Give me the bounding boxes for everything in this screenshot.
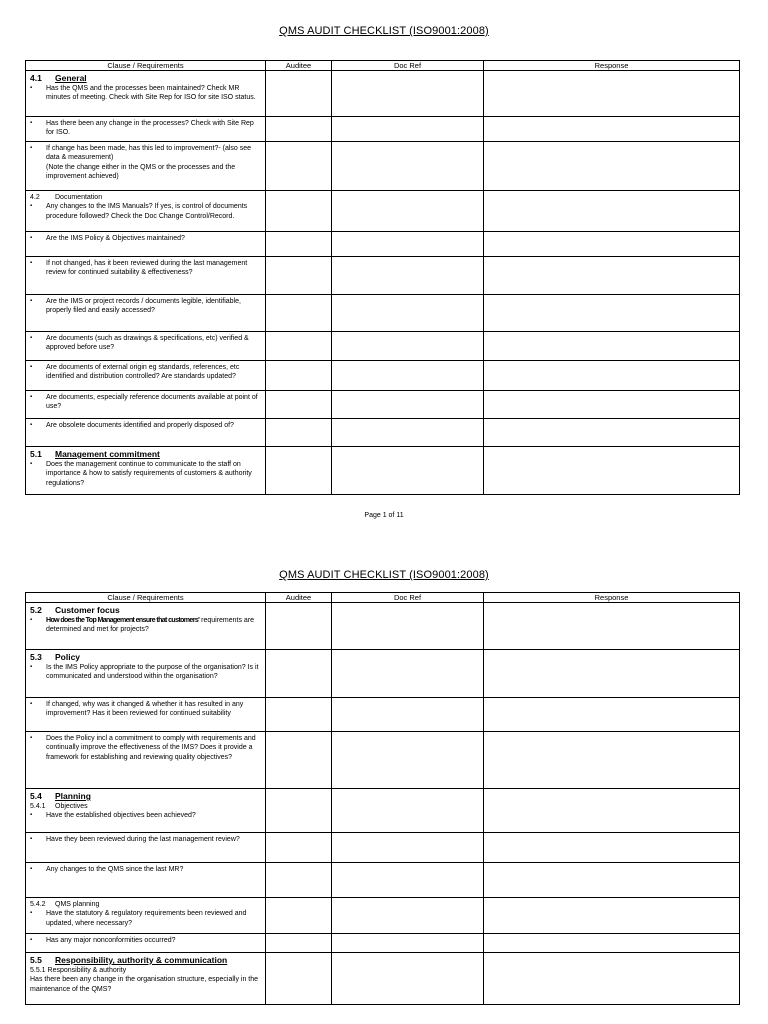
requirement-text: Any changes to the IMS Manuals? If yes, is control of documents procedure followed? Check the Doc Change Control/Record. (46, 203, 248, 220)
clause-cell (26, 732, 266, 789)
bullet-icon: ▪ (30, 866, 33, 872)
bullet-item (30, 259, 262, 278)
checklist-row (26, 833, 740, 863)
clause-content (26, 447, 265, 490)
clause-cell (26, 898, 266, 934)
page-title: QMS AUDIT CHECKLIST (ISO9001:2008) (279, 25, 489, 37)
bullet-icon: ▪ (30, 394, 33, 400)
response-cell[interactable] (484, 934, 740, 953)
bullet-icon: ▪ (30, 203, 33, 210)
bullet-item (30, 334, 262, 353)
checklist-row (26, 863, 740, 898)
checklist-row (26, 232, 740, 257)
docref-cell[interactable] (332, 361, 484, 391)
bullet-item (30, 700, 262, 719)
section-title: QMS planning (55, 901, 100, 908)
auditee-cell[interactable] (266, 232, 332, 257)
bullet-icon: ▪ (30, 617, 33, 623)
clause-content (26, 898, 265, 930)
checklist-row (26, 71, 740, 117)
checklist-row (26, 732, 740, 789)
clause-cell (26, 191, 266, 232)
audit-checklist-table (25, 60, 740, 495)
response-cell[interactable] (484, 789, 740, 833)
docref-cell[interactable] (332, 863, 484, 898)
section-title: Management commitment (55, 449, 160, 459)
clause-content (26, 191, 265, 223)
checklist-row (26, 419, 740, 447)
response-cell[interactable] (484, 833, 740, 863)
clause-content (26, 650, 265, 684)
header-row (26, 593, 740, 603)
requirement-text: Has any major nonconformities occurred? (46, 937, 176, 944)
auditee-cell[interactable] (266, 789, 332, 833)
section-number: 5.3 (30, 652, 42, 662)
section-number: 5.1 (30, 449, 42, 459)
auditee-cell[interactable] (266, 71, 332, 117)
clause-cell (26, 332, 266, 361)
table-body (26, 603, 740, 1005)
bullet-icon: ▪ (30, 235, 33, 241)
clause-content (26, 257, 265, 280)
clause-content (26, 117, 265, 140)
clause-cell (26, 361, 266, 391)
docref-cell[interactable] (332, 71, 484, 117)
response-cell[interactable] (484, 698, 740, 732)
clause-cell (26, 391, 266, 419)
bullet-item (30, 616, 262, 635)
section-heading (30, 449, 262, 460)
docref-cell[interactable] (332, 117, 484, 142)
bullet-item (30, 909, 262, 928)
bullet-icon: ▪ (30, 664, 33, 670)
checklist-row (26, 934, 740, 953)
bullet-icon: ▪ (30, 422, 33, 428)
docref-cell[interactable] (332, 232, 484, 257)
clause-content (26, 332, 265, 355)
bullet-item (30, 421, 262, 430)
checklist-row (26, 650, 740, 698)
requirement-line: Has there been any change in the organisation structure, especially in the maintenance of the QMS? (30, 976, 259, 993)
clause-content (26, 698, 265, 721)
response-cell[interactable] (484, 257, 740, 295)
clause-cell (26, 419, 266, 447)
docref-cell[interactable] (332, 257, 484, 295)
subsection-number: 5.4.1 (30, 803, 46, 810)
auditee-cell[interactable] (266, 142, 332, 191)
docref-cell[interactable] (332, 934, 484, 953)
bullet-item (30, 84, 262, 103)
bullet-icon: ▪ (30, 85, 33, 91)
section-title: General (55, 73, 87, 83)
checklist-row (26, 117, 740, 142)
clause-content (26, 232, 265, 245)
requirement-text: Any changes to the QMS since the last MR? (46, 866, 184, 873)
docref-cell[interactable] (332, 953, 484, 1005)
auditee-cell[interactable] (266, 833, 332, 863)
response-cell[interactable] (484, 117, 740, 142)
checklist-row (26, 603, 740, 650)
bullet-icon: ▪ (30, 701, 33, 707)
auditee-cell[interactable] (266, 447, 332, 495)
auditee-cell[interactable] (266, 191, 332, 232)
section-heading (30, 791, 262, 802)
response-cell[interactable] (484, 71, 740, 117)
auditee-cell[interactable] (266, 361, 332, 391)
bullet-item (30, 734, 262, 762)
docref-cell[interactable] (332, 732, 484, 789)
section-number: 5.5 (30, 955, 42, 965)
bullet-item (30, 936, 262, 945)
clause-content (26, 789, 265, 823)
auditee-cell[interactable] (266, 419, 332, 447)
column-header-auditee: Auditee (266, 593, 332, 603)
bullet-item (30, 393, 262, 412)
section-heading (30, 73, 262, 84)
checklist-row (26, 142, 740, 191)
clause-content (26, 361, 265, 384)
clause-content (26, 295, 265, 318)
requirement-text: Have the statutory & regulatory requirements been reviewed and updated, where necessary? (46, 910, 247, 927)
bullet-icon: ▪ (30, 145, 33, 151)
page-number: Page 1 of 11 (364, 512, 404, 519)
auditee-cell[interactable] (266, 732, 332, 789)
response-cell[interactable] (484, 142, 740, 191)
bullet-item (30, 363, 262, 382)
bullet-icon: ▪ (30, 910, 33, 917)
response-cell[interactable] (484, 863, 740, 898)
bullet-item (30, 297, 262, 316)
docref-cell[interactable] (332, 789, 484, 833)
bullet-item (30, 835, 262, 844)
section-heading (30, 193, 262, 202)
response-cell[interactable] (484, 332, 740, 361)
bullet-icon: ▪ (30, 461, 33, 467)
column-header-clause: Clause / Requirements (26, 61, 266, 71)
clause-cell (26, 142, 266, 191)
checklist-row (26, 191, 740, 232)
clause-content (26, 953, 265, 996)
bullet-item (30, 119, 262, 138)
requirement-text: Has the QMS and the processes been maintained? Check MR minutes of meeting. Check with Site Rep for ISO for site ISO status. (46, 85, 256, 102)
auditee-cell[interactable] (266, 863, 332, 898)
checklist-row (26, 257, 740, 295)
column-header-response: Response (484, 61, 740, 71)
response-cell[interactable] (484, 419, 740, 447)
auditee-cell[interactable] (266, 934, 332, 953)
docref-cell[interactable] (332, 833, 484, 863)
section-title: Planning (55, 791, 91, 801)
section-number: 4.2 (30, 194, 40, 201)
subsection-heading (30, 802, 262, 811)
checklist-row (26, 898, 740, 934)
section-title: Customer focus (55, 605, 120, 615)
requirement-text-rest: requirements are determined and met for projects? (46, 617, 255, 634)
docref-cell[interactable] (332, 603, 484, 650)
section-number: 4.1 (30, 73, 42, 83)
clause-content (26, 863, 265, 876)
response-cell[interactable] (484, 603, 740, 650)
checklist-row (26, 295, 740, 332)
auditee-cell[interactable] (266, 603, 332, 650)
requirement-text: Are obsolete documents identified and properly disposed of? (46, 422, 234, 429)
clause-cell (26, 833, 266, 863)
docref-cell[interactable] (332, 142, 484, 191)
bullet-item (30, 460, 262, 488)
checklist-row (26, 447, 740, 495)
bullet-icon: ▪ (30, 812, 33, 819)
clause-cell (26, 650, 266, 698)
bullet-icon: ▪ (30, 298, 33, 304)
response-cell[interactable] (484, 650, 740, 698)
bullet-item (30, 865, 262, 874)
checklist-row (26, 391, 740, 419)
requirement-text: If change has been made, has this led to improvement?- (also see data & measurement) (46, 145, 252, 162)
table-body (26, 71, 740, 495)
clause-content (26, 732, 265, 764)
page-title: QMS AUDIT CHECKLIST (ISO9001:2008) (279, 569, 489, 581)
clause-cell (26, 232, 266, 257)
table-header (26, 61, 740, 71)
audit-checklist-table (25, 592, 740, 1005)
requirement-text: Does the management continue to communicate to the staff on importance & how to satisfy requirements of customers & authority regulations? (46, 461, 252, 487)
section-number: 5.4.2 (30, 901, 46, 908)
docref-cell[interactable] (332, 650, 484, 698)
docref-cell[interactable] (332, 447, 484, 495)
requirement-text: Are the IMS Policy & Objectives maintained? (46, 235, 185, 242)
clause-cell (26, 71, 266, 117)
clause-cell (26, 603, 266, 650)
table-header (26, 593, 740, 603)
requirement-text: Does the Policy incl a commitment to comply with requirements and continually improve the effectiveness of the IMS? Does it provide a framework for establishing and reviewing quality objectives? (46, 735, 256, 761)
column-header-response: Response (484, 593, 740, 603)
clause-cell (26, 934, 266, 953)
requirement-text: If not changed, has it been reviewed during the last management review for continued suitability & effectiveness? (46, 260, 248, 277)
docref-cell[interactable] (332, 191, 484, 232)
section-title: Responsibility, authority & communication (55, 955, 228, 965)
clause-content (26, 833, 265, 846)
bullet-item (30, 234, 262, 243)
docref-cell[interactable] (332, 698, 484, 732)
bullet-icon: ▪ (30, 120, 33, 126)
section-heading (30, 955, 262, 966)
bullet-item (30, 202, 262, 221)
docref-cell[interactable] (332, 391, 484, 419)
requirement-text: Are documents of external origin eg standards, references, etc identified and distribution controlled? Are standards updated? (46, 364, 240, 381)
checklist-row (26, 789, 740, 833)
response-cell[interactable] (484, 295, 740, 332)
section-heading (30, 652, 262, 663)
auditee-cell[interactable] (266, 117, 332, 142)
auditee-cell[interactable] (266, 698, 332, 732)
requirement-text: Is the IMS Policy appropriate to the purpose of the organisation? Is it communicated and understood within the organisation? (46, 664, 259, 681)
auditee-cell[interactable] (266, 650, 332, 698)
requirement-text-condensed: How does the Top Management ensure that customers' (46, 617, 200, 624)
bullet-item (30, 144, 262, 163)
requirement-text: Have they been reviewed during the last management review? (46, 836, 240, 843)
section-number: 5.2 (30, 605, 42, 615)
requirement-text: Are documents (such as drawings & specifications, etc) verified & approved before use? (46, 335, 249, 352)
docref-cell[interactable] (332, 898, 484, 934)
clause-cell (26, 257, 266, 295)
bullet-icon: ▪ (30, 335, 33, 341)
auditee-cell[interactable] (266, 332, 332, 361)
checklist-row (26, 698, 740, 732)
response-cell[interactable] (484, 361, 740, 391)
requirement-text: Are the IMS or project records / documents legible, identifiable, properly filed and easily accessed? (46, 298, 241, 315)
clause-content (26, 142, 265, 184)
requirement-text: If changed, why was it changed & whether it has resulted in any improvement? Has it been reviewed for continued suitability (46, 701, 244, 718)
clause-cell (26, 295, 266, 332)
clause-cell (26, 863, 266, 898)
column-header-docref: Doc Ref (332, 593, 484, 603)
auditee-cell[interactable] (266, 391, 332, 419)
clause-content (26, 419, 265, 432)
docref-cell[interactable] (332, 419, 484, 447)
checklist-row (26, 361, 740, 391)
response-cell[interactable] (484, 898, 740, 934)
header-row (26, 61, 740, 71)
docref-cell[interactable] (332, 332, 484, 361)
clause-cell (26, 789, 266, 833)
clause-content (26, 934, 265, 947)
bullet-item (30, 811, 262, 820)
bullet-item (30, 663, 262, 682)
response-cell[interactable] (484, 191, 740, 232)
bullet-icon: ▪ (30, 735, 33, 741)
requirement-text: Are documents, especially reference documents available at point of use? (46, 394, 258, 411)
auditee-cell[interactable] (266, 898, 332, 934)
clause-content (26, 603, 265, 637)
requirement-note: (Note the change either in the QMS or the processes and the improvement achieved) (46, 163, 236, 181)
response-cell[interactable] (484, 391, 740, 419)
section-heading (30, 900, 262, 909)
section-title: Policy (55, 652, 81, 662)
column-header-auditee: Auditee (266, 61, 332, 71)
response-cell[interactable] (484, 732, 740, 789)
clause-cell (26, 698, 266, 732)
section-number: 5.4 (30, 791, 42, 801)
bullet-icon: ▪ (30, 937, 33, 943)
bullet-icon: ▪ (30, 364, 33, 370)
bullet-icon: ▪ (30, 260, 33, 266)
requirement-text: Has there been any change in the processes? Check with Site Rep for ISO. (46, 120, 254, 137)
clause-content (26, 71, 265, 105)
response-cell[interactable] (484, 953, 740, 1005)
requirement-line: 5.5.1 Responsibility & authority (30, 967, 127, 974)
checklist-row (26, 332, 740, 361)
subsection-title: Objectives (55, 803, 88, 810)
requirement-text: Have the established objectives been achieved? (46, 812, 196, 820)
checklist-row (26, 953, 740, 1005)
auditee-cell[interactable] (266, 295, 332, 332)
column-header-docref: Doc Ref (332, 61, 484, 71)
auditee-cell[interactable] (266, 257, 332, 295)
auditee-cell[interactable] (266, 953, 332, 1005)
requirement-text (46, 616, 262, 635)
clause-cell (26, 117, 266, 142)
clause-cell (26, 953, 266, 1005)
response-cell[interactable] (484, 447, 740, 495)
bullet-icon: ▪ (30, 836, 33, 842)
section-heading (30, 605, 262, 616)
section-title: Documentation (55, 194, 103, 201)
column-header-clause: Clause / Requirements (26, 593, 266, 603)
clause-cell (26, 447, 266, 495)
docref-cell[interactable] (332, 295, 484, 332)
response-cell[interactable] (484, 232, 740, 257)
clause-content (26, 391, 265, 414)
